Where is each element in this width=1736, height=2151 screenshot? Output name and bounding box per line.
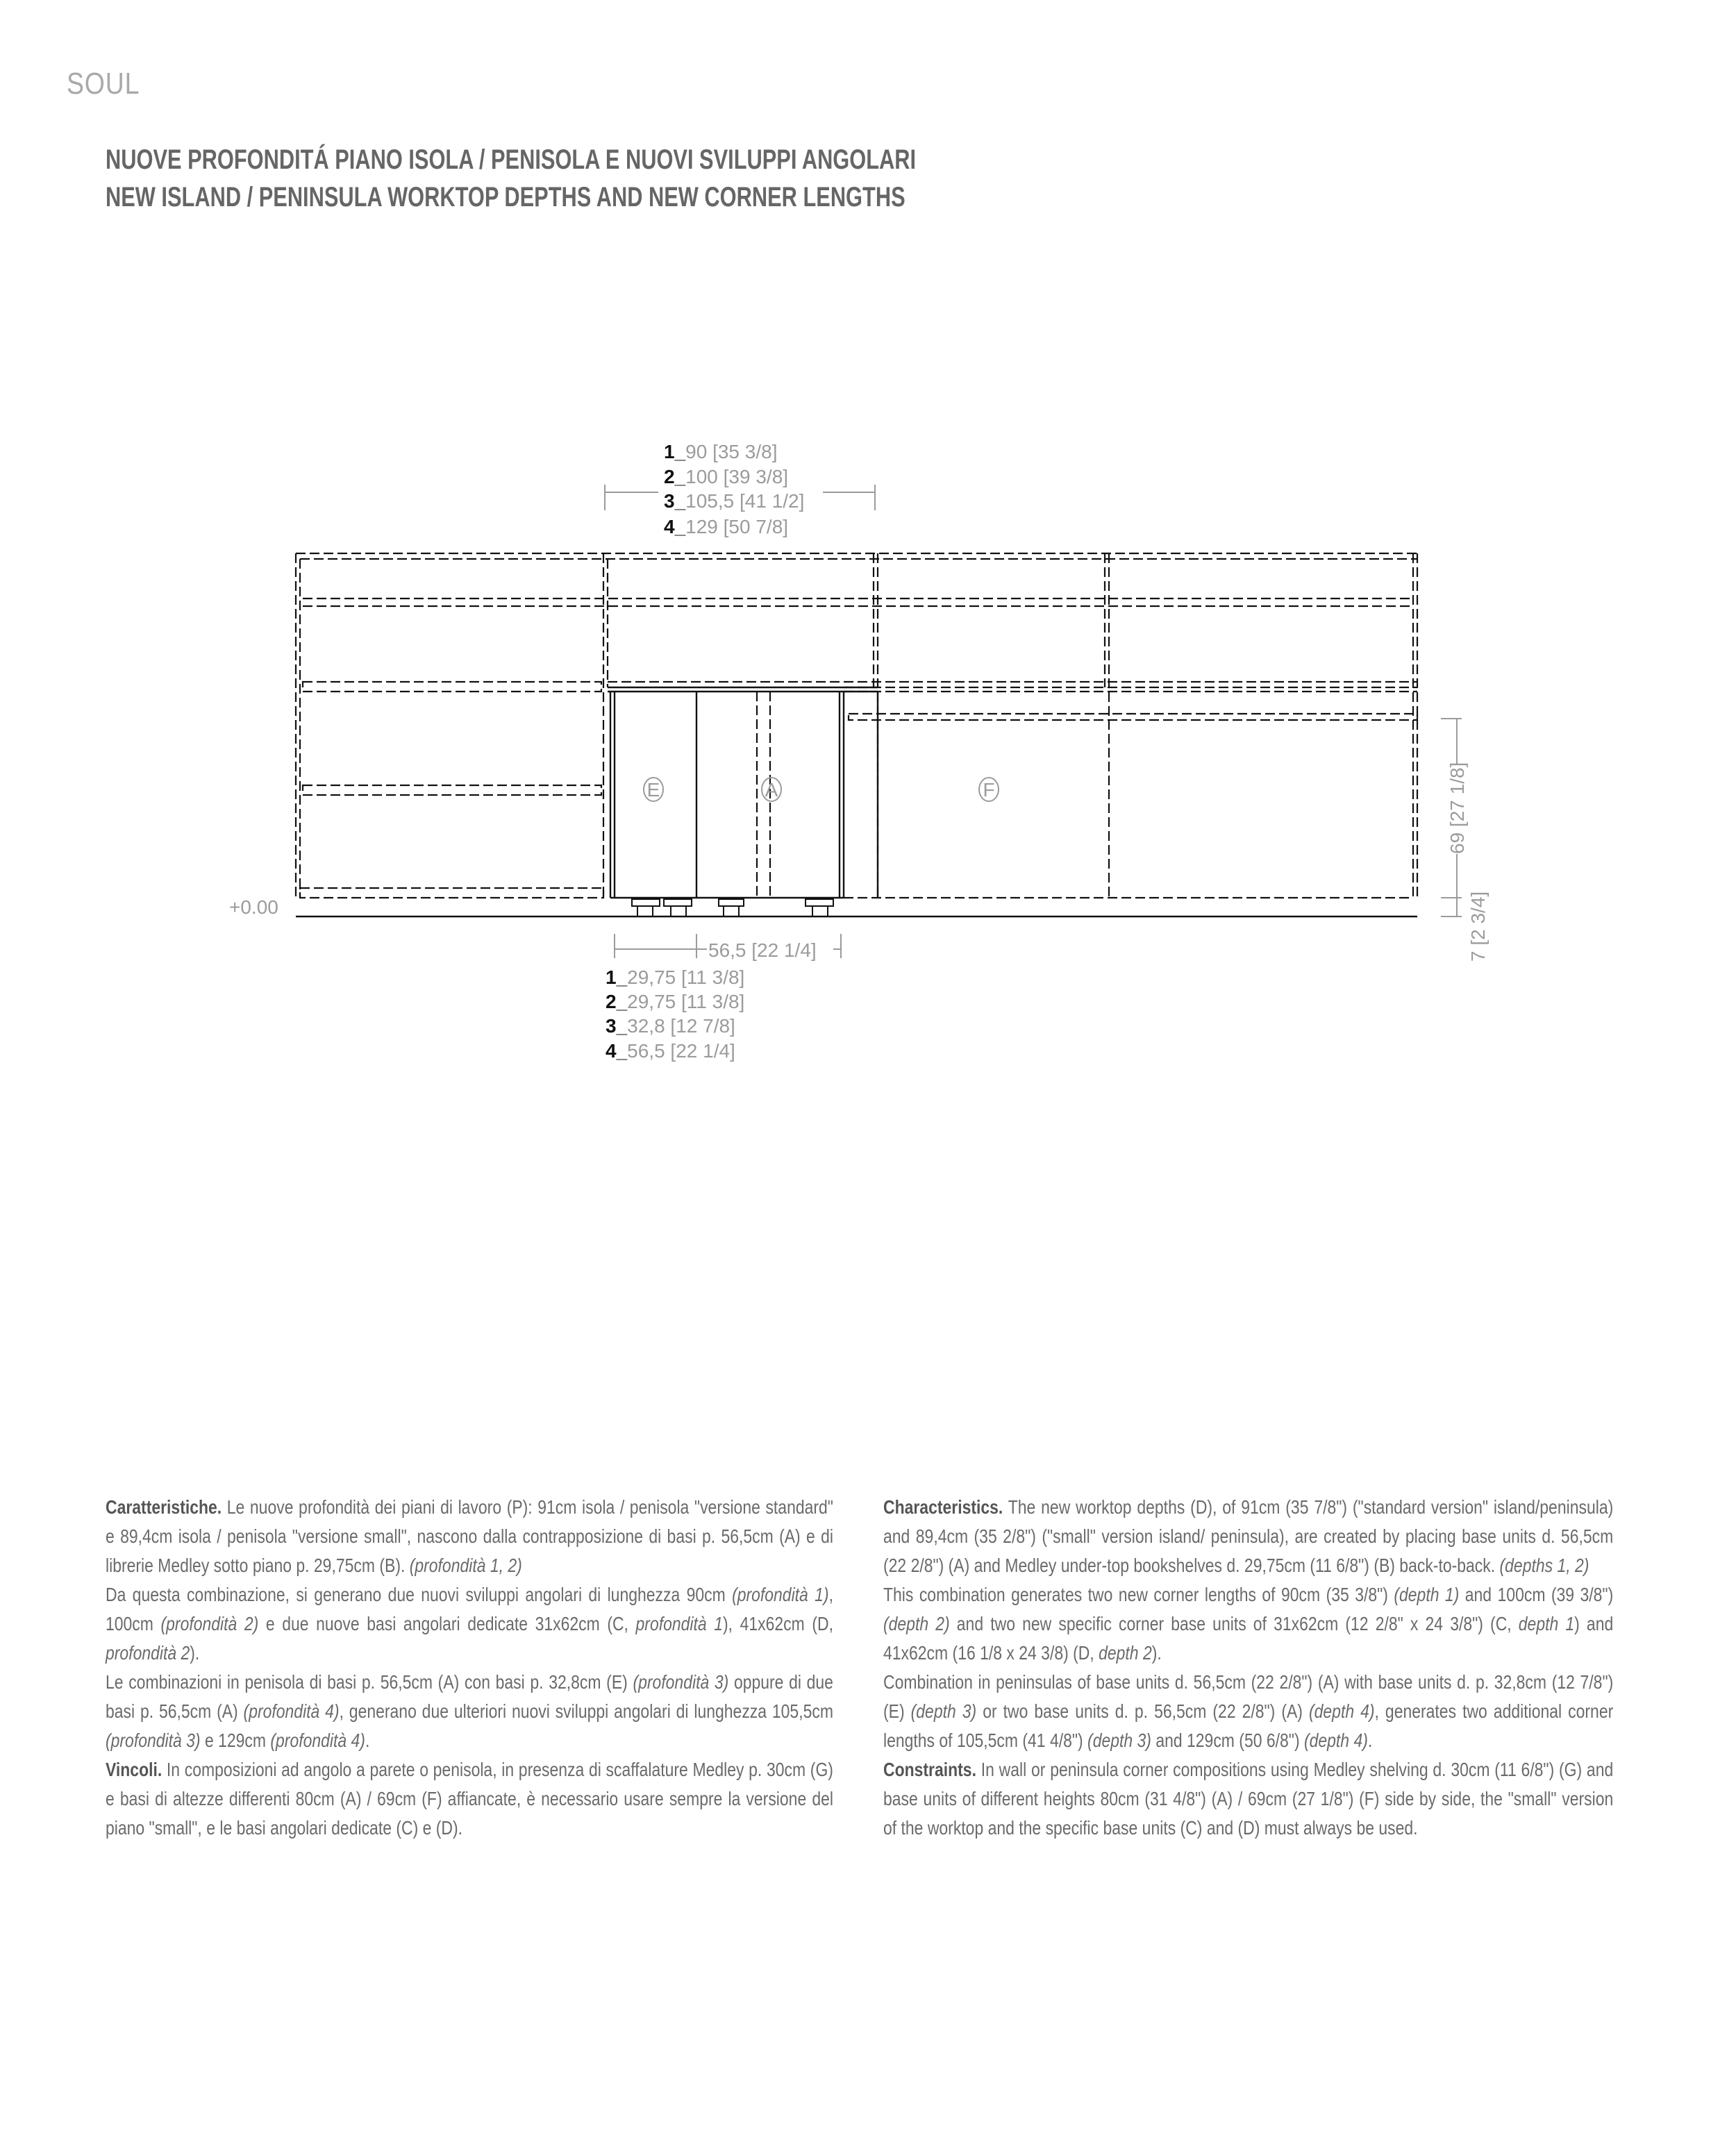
- svg-text:1_29,75 [11 3/8]: 1_29,75 [11 3/8]: [606, 966, 745, 988]
- page-title-italian: NUOVE PROFONDITÁ PIANO ISOLA / PENISOLA E NUOVI SVILUPPI ANGOLARI: [106, 144, 917, 175]
- section-heading: Caratteristiche.: [106, 1496, 222, 1518]
- unit-label-f: F: [983, 779, 995, 801]
- brand-logo: SOUL: [67, 67, 140, 101]
- section-heading: Vincoli.: [106, 1759, 162, 1780]
- section-heading: Characteristics.: [883, 1496, 1003, 1518]
- depth-number: 1_: [664, 441, 686, 462]
- svg-text:2_29,75 [11 3/8]: 2_29,75 [11 3/8]: [606, 991, 745, 1012]
- plinth-height-dimension: 7 [2 3/4]: [1467, 891, 1489, 962]
- svg-text:4_56,5 [22 1/4]: 4_56,5 [22 1/4]: [606, 1040, 735, 1062]
- depth-number: 2_: [664, 466, 686, 487]
- cabinet-height-dimension: 69 [27 1/8]: [1446, 762, 1468, 854]
- top-dimension-list: [664, 441, 804, 537]
- depth-number: 3_: [664, 490, 686, 512]
- adjustable-feet: [632, 899, 833, 917]
- unit-label-e: E: [646, 779, 660, 801]
- svg-text:1_90 [35 3/8]: [664, 441, 778, 462]
- page-title-english: NEW ISLAND / PENINSULA WORKTOP DEPTHS AND NEW CORNER LENGTHS: [106, 182, 905, 212]
- section-heading: Constraints.: [883, 1759, 976, 1780]
- svg-text:3_105,5 [41 1/2]: [664, 490, 804, 512]
- floor-level-label: +0.00: [229, 896, 278, 918]
- bottom-dimension-list: [606, 966, 744, 1062]
- svg-text:3_32,8 [12 7/8]: 3_32,8 [12 7/8]: [606, 1015, 735, 1037]
- corner-length: 105,5 [41 1/2]: [685, 490, 805, 512]
- dashed-shelving: [296, 553, 1417, 898]
- base-depth-dimension: 56,5 [22 1/4]: [708, 939, 817, 961]
- svg-text:4_129 [50 7/8]: [664, 516, 788, 537]
- unit-label-a: A: [765, 779, 778, 801]
- corner-length: 100 [39 3/8]: [685, 466, 789, 487]
- description-italian: Caratteristiche. Le nuove profondità dei piani di lavoro (P): 91cm isola / penisola "versione standard" e 89,4cm isola / penisola "versione small", nascono dalla contrapposizione di basi p. 56,5cm (A) e di librerie Medley sotto piano p. 29,75cm (B). (profondità 1, 2) Da questa combinazione, si generano due nuovi sviluppi angolari di lunghezza 90cm (profondità 1), 100cm (profondità 2) e due nuove basi angolari dedicate 31x62cm (C, profondità 1), 41x62cm (D, profondità 2). Le combinazioni in penisola di basi p. 56,5cm (A) con basi p. 32,8cm (E) (profondità 3) oppure di due basi p. 56,5cm (A) (profondità 4), generano due ulteriori nuovi sviluppi angolari di lunghezza 105,5cm (profondità 3) e 129cm (profondità 4). Vincoli. In composizioni ad angolo a parete o penisola, in presenza di scaffalature Medley p. 30cm (G) e basi di altezze differenti 80cm (A) / 69cm (F) affiancate, è necessario usare sempre la versione del piano "small", e le basi angolari dedicate (C) e (D).: [106, 1496, 833, 1839]
- corner-length: 129 [50 7/8]: [685, 516, 789, 537]
- svg-text:2_100 [39 3/8]: [664, 466, 788, 487]
- corner-length: 90 [35 3/8]: [685, 441, 778, 462]
- depth-number: 4_: [664, 516, 686, 537]
- description-english: Characteristics. The new worktop depths (D), of 91cm (35 7/8") ("standard version" island/peninsula) and 89,4cm (35 2/8") ("small" version island/ peninsula), are created by placing base units d. 56,5cm (22 2/8") (A) and Medley under-top bookshelves d. 29,75cm (11 6/8") (B) back-to-back. (depths 1, 2) This combination generates two new corner lengths of 90cm (35 3/8") (depth 1) and 100cm (39 3/8") (depth 2) and two new specific corner base units of 31x62cm (12 2/8" x 24 3/8") (C, depth 1) and 41x62cm (16 1/8 x 24 3/8) (D, depth 2). Combination in peninsulas of base units d. 56,5cm (22 2/8") (A) with base units d. p. 32,8cm (12 7/8") (E) (depth 3) or two base units d. p. 56,5cm (22 2/8") (A) (depth 4), generates two additional corner lengths of 105,5cm (41 4/8") (depth 3) and 129cm (50 6/8") (depth 4). Constraints. In wall or peninsula corner compositions using Medley shelving d. 30cm (11 6/8") (G) and base units of different heights 80cm (31 4/8") (A) / 69cm (27 1/8") (F) side by side, the "small" version of the worktop and the specific base units (C) and (D) must always be used.: [883, 1496, 1614, 1839]
